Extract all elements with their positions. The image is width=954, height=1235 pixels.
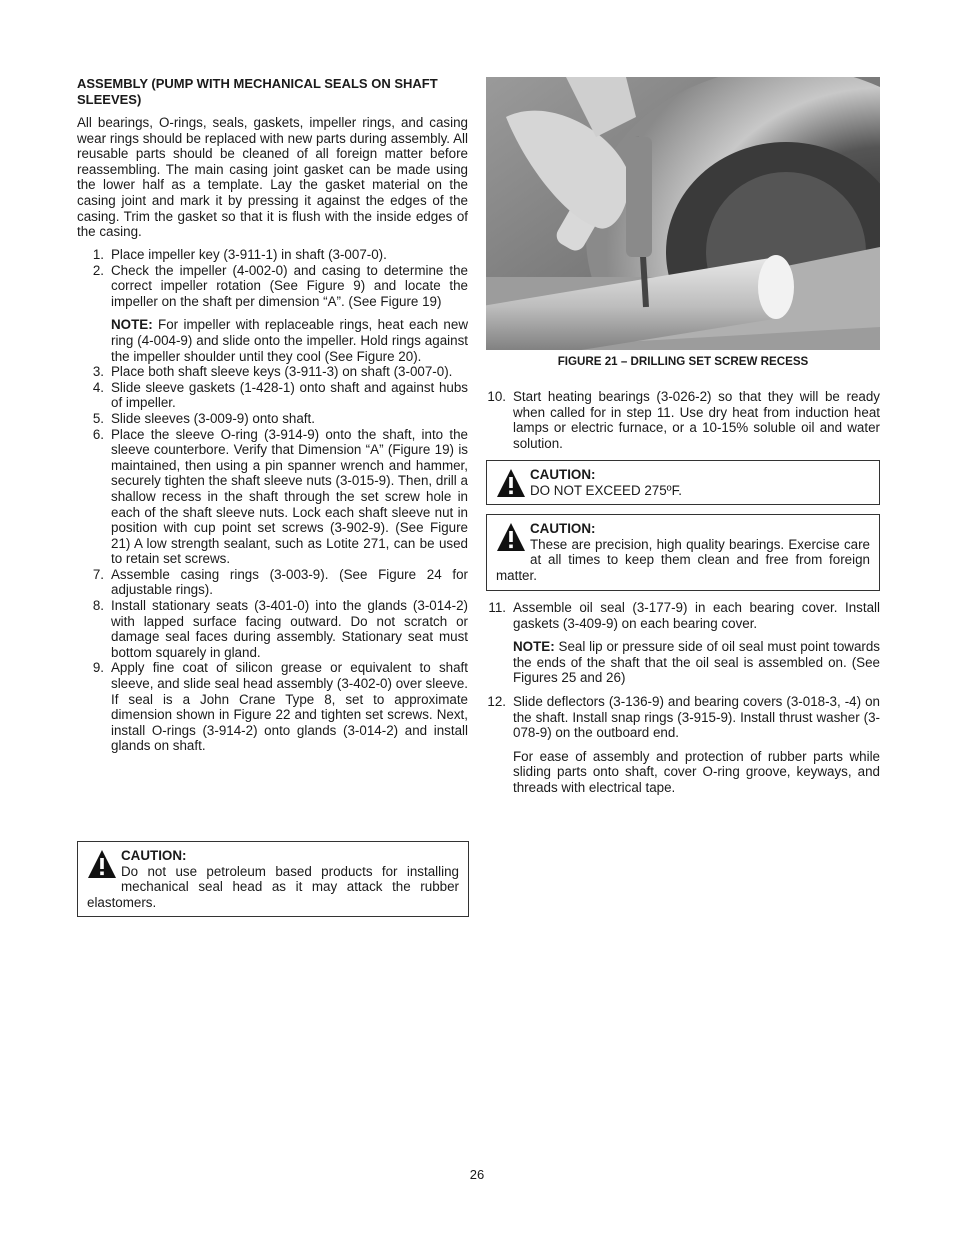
- figure-caption: FIGURE 21 – DRILLING SET SCREW RECESS: [557, 355, 809, 368]
- step-4: 4. Slide sleeve gaskets (1-428-1) onto shaft and against hubs of impeller.: [92, 379, 468, 411]
- step-12: 12. Slide deflectors (3-136-9) and bearing covers (3-018-3, -4) on the shaft. Install snap rings (3-915-9). Install thrust washer (3-078-9) on the outboard end. For ease of assembly and protection of rubber parts while sliding parts onto shaft, cover O-ring groove, keyways, and threads with electrical tape.: [487, 693, 880, 795]
- assembly-steps-left: [84, 247, 468, 754]
- step-12-extra: For ease of assembly and protection of rubber parts while sliding parts onto shaft, cover O-ring groove, keyways, and threads with electrical tape.: [513, 748, 880, 795]
- caution-box-bearings: [486, 514, 880, 591]
- caution-text: These are precision, high quality bearings. Exercise care at all times to keep them clean and free from foreign matter.: [496, 536, 870, 583]
- figure-21-photo: [486, 77, 880, 350]
- caution-box-petroleum: [77, 841, 469, 917]
- section-heading: ASSEMBLY (PUMP WITH MECHANICAL SEALS ON SHAFT SLEEVES): [77, 76, 438, 107]
- caution-title: CAUTION:: [530, 467, 596, 482]
- step-8: 8. Install stationary seats (3-401-0) into the glands (3-014-2) with lapped surface facing outward. Do not scratch or damage seal faces during assembly. Stationary seat must bottom squarely in gland.: [92, 598, 468, 660]
- step-11: 11. Assemble oil seal (3-177-9) in each bearing cover. Install gaskets (3-409-9) on each bearing cover. NOTE: Seal lip or pressure side of oil seal must point towards the ends of the shaft that the oil seal is assembled on. (See Figures 25 and 26): [488, 600, 880, 686]
- warning-triangle-icon: [87, 848, 117, 880]
- step-11-note: NOTE: Seal lip or pressure side of oil seal must point towards the ends of the shaft that the oil seal is assembled on. (See Figures 25 and 26): [513, 639, 880, 686]
- step-2: 2. Check the impeller (4-002-0) and casing to determine the correct impeller rotation (See Figure 9) and locate the impeller on the shaft per dimension “A”. (See Figure 19) NOTE: For impeller with replaceable rings, heat each new ring (4-004-9) and slide onto the impeller. Hold rings against the impeller shoulder until they cool (See Figure 20).: [92, 262, 468, 364]
- step-6: 6. Place the sleeve O-ring (3-914-9) onto the shaft, into the sleeve counterbore. Verify that Dimension “A” (Figure 19) is maintained, then using a pin spanner wrench and hammer, securely tighten the shaft sleeve nuts (3-015-9). Then, drill a shallow recess in the shaft through the set screw hole in each of the shaft sleeve nuts. Lock each shaft sleeve nut in position with cup point set screws (3-902-9). (See Figure 21) A low strength sealant, such as Lotite 271, can be used to retain set screws.: [92, 426, 468, 567]
- step-7: 7. Assemble casing rings (3-003-9). (See Figure 24 for adjustable rings).: [92, 566, 468, 598]
- step-5: 5. Slide sleeves (3-009-9) onto shaft.: [92, 410, 315, 426]
- caution-text: DO NOT EXCEED 275ºF.: [530, 482, 682, 498]
- steps-11-12: [486, 600, 880, 796]
- page-number: 26: [469, 1167, 485, 1182]
- step-2-note: NOTE: For impeller with replaceable rings, heat each new ring (4-004-9) and slide onto the impeller. Hold rings against the impeller shoulder until they cool (See Figure 20).: [111, 317, 468, 364]
- step-9: 9. Apply fine coat of silicon grease or equivalent to shaft sleeve, and slide seal head assembly (3-402-0) over sleeve. If seal is a John Crane Type 8, set to approximate dimension shown in Figure 22 and tighten set screws. Next, install O-rings (3-914-2) onto glands (3-014-2) and install glands on shaft.: [92, 660, 468, 754]
- step-10: 10. Start heating bearings (3-026-2) so that they will be ready when called for in step 11. Use dry heat from induction heat lamps or electric furnace, or a 10-15% soluble oil and water solution.: [487, 389, 880, 451]
- warning-triangle-icon: [496, 467, 526, 499]
- caution-box-temperature: [486, 460, 880, 505]
- drilling-photo-illustration: [486, 77, 880, 350]
- warning-triangle-icon: [496, 521, 526, 553]
- step-10-list: [486, 389, 880, 451]
- step-1: 1. Place impeller key (3-911-1) in shaft (3-007-0).: [92, 247, 387, 262]
- intro-paragraph: All bearings, O-rings, seals, gaskets, impeller rings, and casing wear rings should be replaced with new parts during assembly. All reusable parts should be cleaned of all foreign matter before reassembling. The main casing joint gasket can be made using the lower half as a template. Lay the gasket material on the casing joint and mark it by pressing it against the edges of the casing. Trim the gasket so that it is flush with the inside edges of the casing.: [77, 115, 468, 240]
- caution-text: Do not use petroleum based products for installing mechanical seal head as it may attack the rubber elastomers.: [87, 863, 459, 910]
- caution-title: CAUTION:: [121, 848, 187, 863]
- caution-title: CAUTION:: [530, 521, 596, 536]
- step-3: 3. Place both shaft sleeve keys (3-911-3) on shaft (3-007-0).: [92, 364, 453, 380]
